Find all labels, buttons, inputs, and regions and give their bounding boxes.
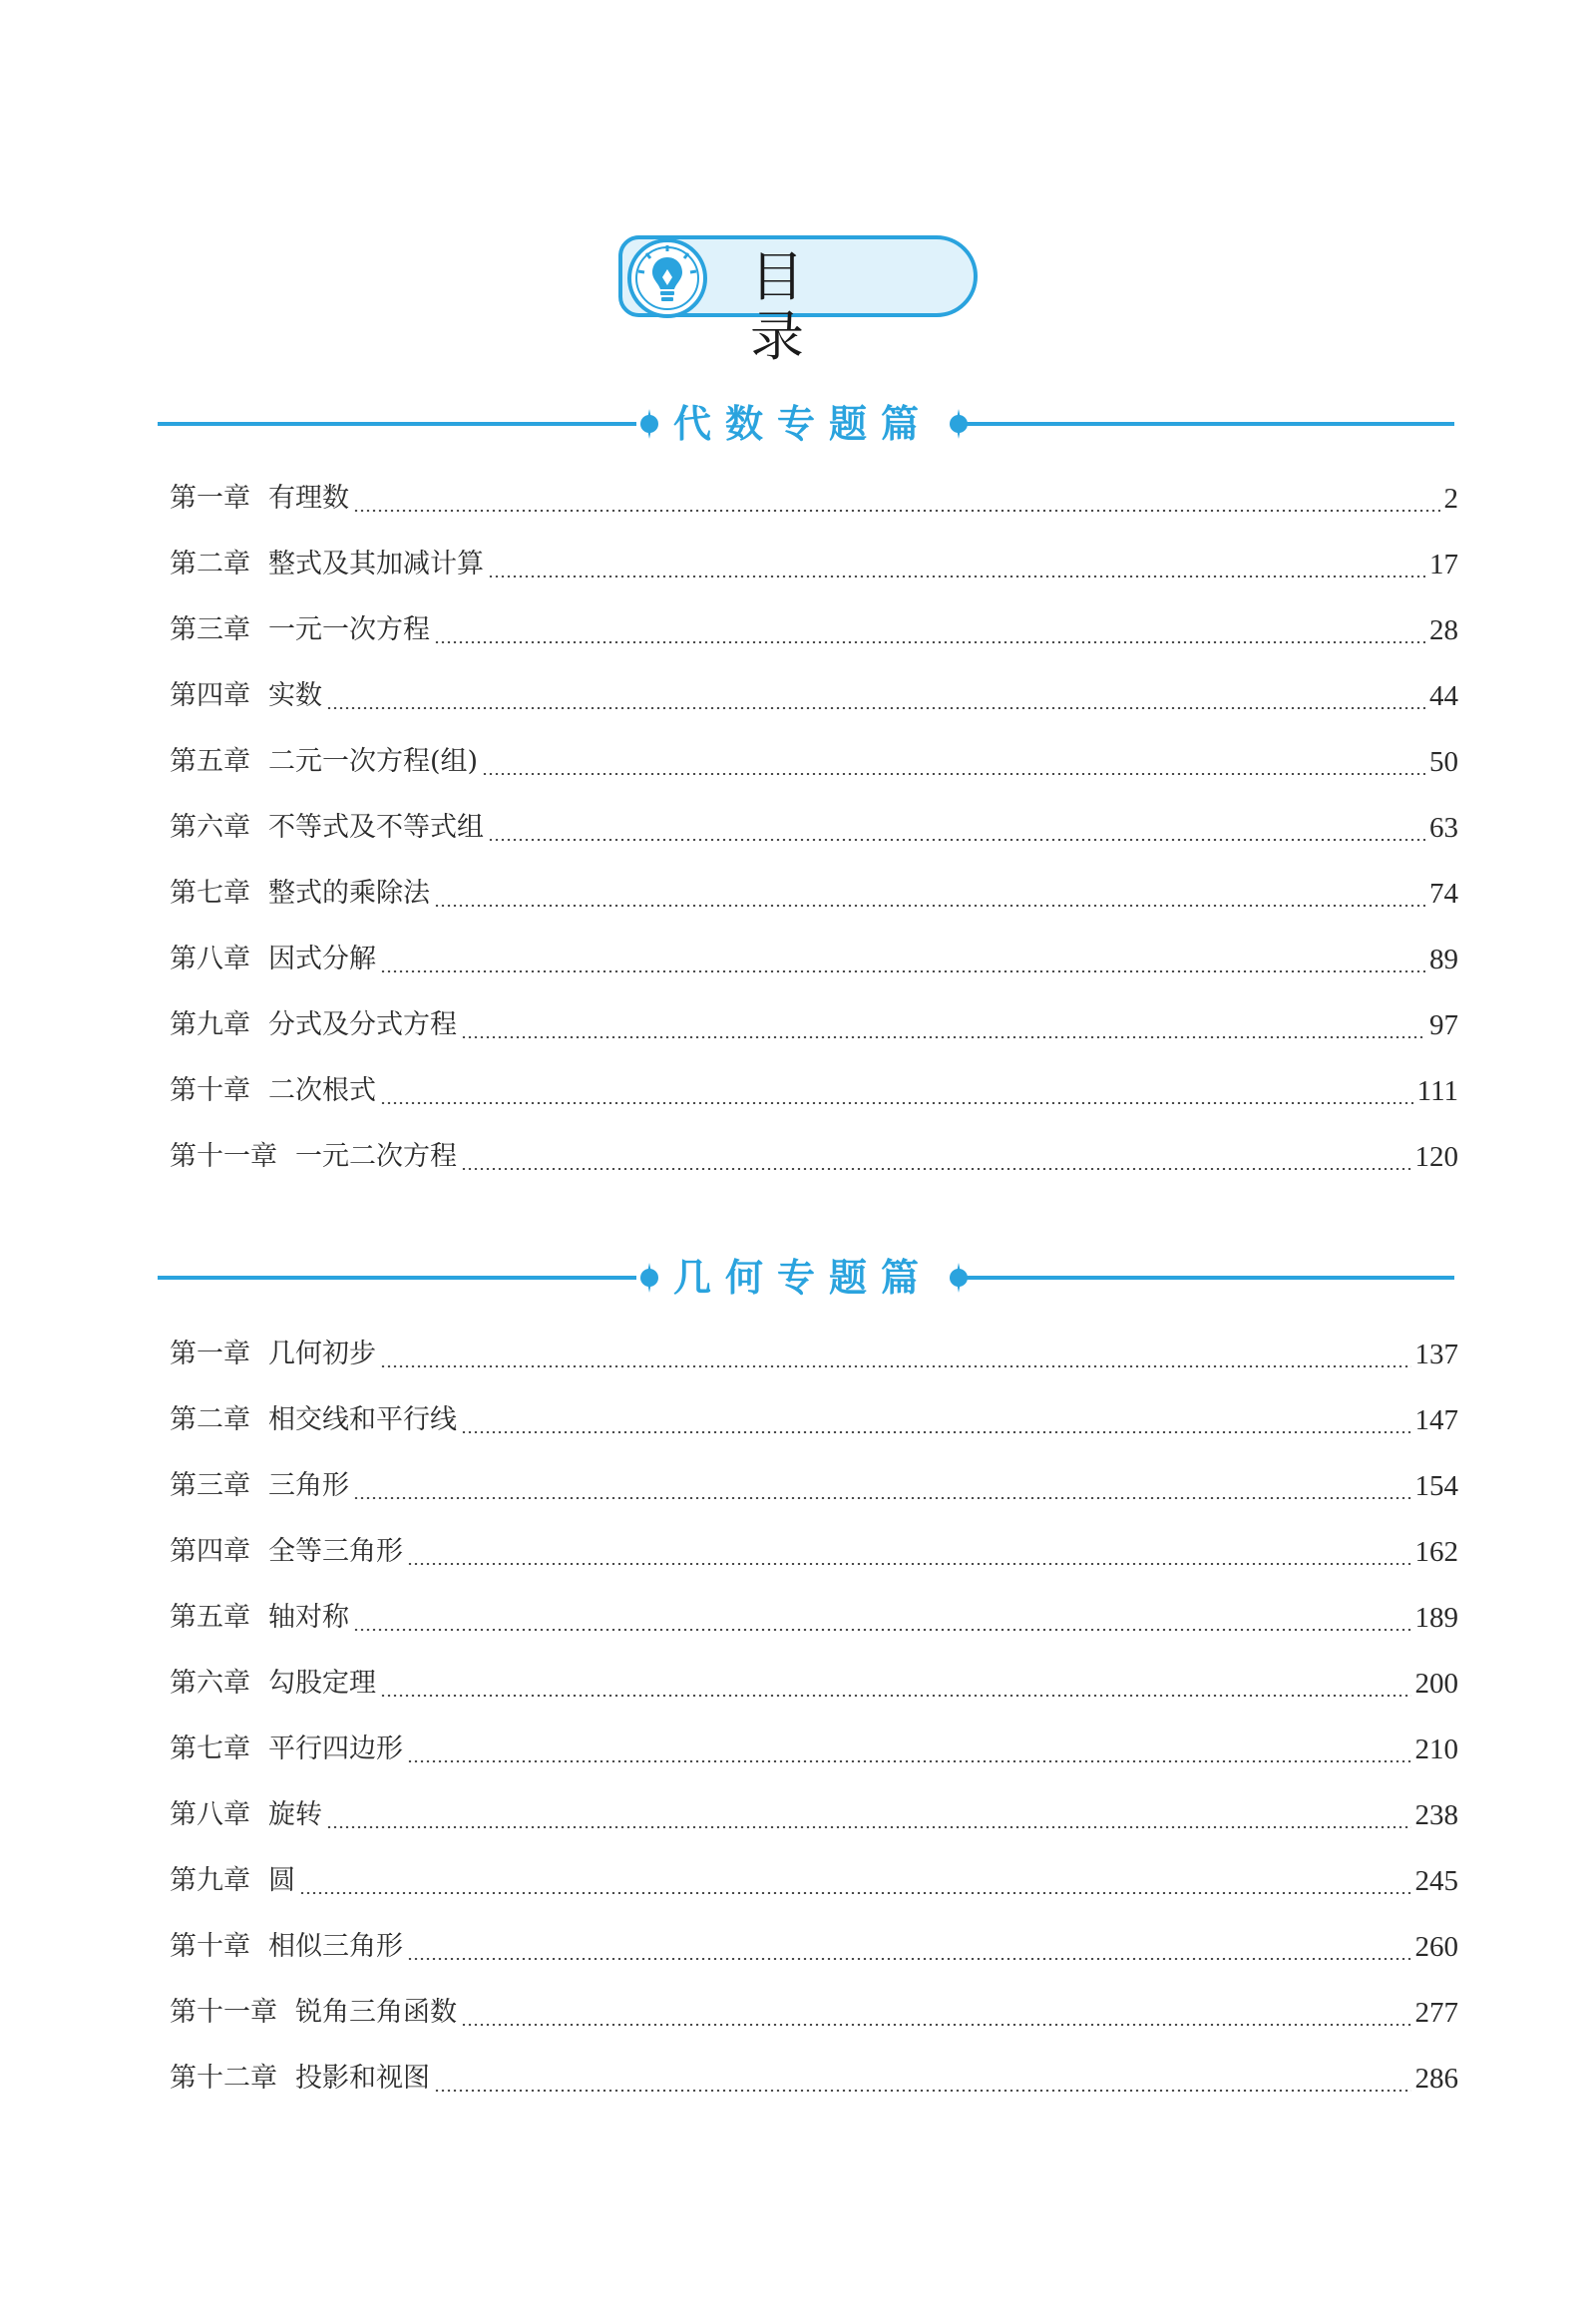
chapter-title: 整式及其加减计算 <box>268 549 484 579</box>
page-number: 120 <box>1414 1141 1458 1173</box>
chapter-number: 第一章 <box>170 1339 250 1369</box>
toc-list-geometry <box>170 1322 1458 2112</box>
dot-leader <box>407 1563 1411 1565</box>
chapter-title: 二次根式 <box>268 1075 376 1106</box>
chapter-title: 分式及分式方程 <box>268 1009 457 1040</box>
chapter-title: 锐角三角函数 <box>295 1997 457 2028</box>
divider-line <box>966 422 1454 426</box>
chapter-title: 旋转 <box>268 1799 322 1830</box>
toc-entry[interactable] <box>170 1717 1458 1782</box>
chapter-number: 第一章 <box>170 483 250 514</box>
page-number: 189 <box>1414 1602 1458 1634</box>
dot-leader <box>488 839 1425 841</box>
toc-title-badge <box>618 235 978 368</box>
page-number: 63 <box>1429 812 1458 844</box>
toc-entry[interactable] <box>170 597 1458 663</box>
page-number: 2 <box>1443 483 1458 515</box>
chapter-number: 第四章 <box>170 1536 250 1567</box>
page-number: 44 <box>1429 680 1458 712</box>
dot-leader <box>434 2090 1411 2092</box>
toc-entry[interactable] <box>170 927 1458 992</box>
chapter-title: 平行四边形 <box>268 1733 403 1764</box>
chapter-number: 第八章 <box>170 1799 250 1830</box>
dot-leader <box>434 905 1425 907</box>
chapter-title: 实数 <box>268 680 322 711</box>
section-label: 几何专题篇 <box>672 1256 933 1300</box>
page-number: 200 <box>1414 1668 1458 1700</box>
chapter-title: 因式分解 <box>268 944 376 974</box>
diamond-dot-icon <box>634 1263 664 1293</box>
chapter-number: 第九章 <box>170 1009 250 1040</box>
toc-entry[interactable] <box>170 1519 1458 1585</box>
chapter-title: 勾股定理 <box>268 1668 376 1699</box>
dot-leader <box>380 1365 1411 1367</box>
chapter-number: 第十章 <box>170 1931 250 1962</box>
chapter-number: 第十一章 <box>170 1141 277 1172</box>
dot-leader <box>353 1629 1411 1631</box>
chapter-title: 相似三角形 <box>268 1931 403 1962</box>
dot-leader <box>299 1892 1411 1894</box>
dot-leader <box>434 641 1425 643</box>
chapter-number: 第八章 <box>170 944 250 974</box>
page-number: 238 <box>1414 1799 1458 1831</box>
chapter-number: 第三章 <box>170 1470 250 1501</box>
toc-entry[interactable] <box>170 466 1458 532</box>
chapter-number: 第七章 <box>170 878 250 909</box>
lightbulb-icon <box>622 233 712 323</box>
chapter-number: 第四章 <box>170 680 250 711</box>
chapter-number: 第二章 <box>170 549 250 579</box>
dot-leader <box>488 576 1425 578</box>
chapter-number: 第九章 <box>170 1865 250 1896</box>
divider-line <box>158 1276 636 1280</box>
chapter-title: 全等三角形 <box>268 1536 403 1567</box>
page-number: 245 <box>1414 1865 1458 1897</box>
divider-line <box>966 1276 1454 1280</box>
toc-entry[interactable] <box>170 1848 1458 1914</box>
toc-entry[interactable] <box>170 1453 1458 1519</box>
toc-entry[interactable] <box>170 729 1458 795</box>
toc-entry[interactable] <box>170 1914 1458 1980</box>
chapter-title: 投影和视图 <box>295 2063 430 2094</box>
page-number: 260 <box>1414 1931 1458 1963</box>
toc-entry[interactable] <box>170 1782 1458 1848</box>
dot-leader <box>407 1958 1411 1960</box>
page-number: 147 <box>1414 1404 1458 1436</box>
dot-leader <box>461 2024 1411 2026</box>
chapter-title: 一元二次方程 <box>295 1141 457 1172</box>
divider-line <box>158 422 636 426</box>
chapter-number: 第十二章 <box>170 2063 277 2094</box>
toc-entry[interactable] <box>170 532 1458 597</box>
dot-leader <box>326 707 1425 709</box>
page-number: 28 <box>1429 614 1458 646</box>
chapter-title: 整式的乘除法 <box>268 878 430 909</box>
diamond-dot-icon <box>634 409 664 439</box>
page-number: 154 <box>1414 1470 1458 1502</box>
section-header-geometry <box>158 1250 1454 1306</box>
toc-entry[interactable] <box>170 1322 1458 1387</box>
toc-entry[interactable] <box>170 861 1458 927</box>
page-title: 目 录 <box>750 245 840 368</box>
chapter-number: 第十章 <box>170 1075 250 1106</box>
page-number: 50 <box>1429 746 1458 778</box>
toc-entry[interactable] <box>170 1651 1458 1717</box>
page-number: 210 <box>1414 1733 1458 1765</box>
chapter-title: 有理数 <box>268 483 349 514</box>
dot-leader <box>482 773 1425 775</box>
toc-entry[interactable] <box>170 1585 1458 1651</box>
page-number: 111 <box>1416 1075 1458 1107</box>
dot-leader <box>380 1102 1413 1104</box>
page-number: 286 <box>1414 2063 1458 2095</box>
chapter-title: 不等式及不等式组 <box>268 812 484 843</box>
dot-leader <box>326 1826 1411 1828</box>
page-number: 162 <box>1414 1536 1458 1568</box>
toc-entry[interactable] <box>170 1980 1458 2046</box>
toc-entry[interactable] <box>170 1124 1458 1190</box>
toc-entry[interactable] <box>170 663 1458 729</box>
dot-leader <box>353 510 1440 512</box>
dot-leader <box>461 1168 1411 1170</box>
dot-leader <box>353 1497 1411 1499</box>
page-number: 74 <box>1429 878 1458 910</box>
dot-leader <box>380 970 1425 972</box>
page-number: 137 <box>1414 1339 1458 1370</box>
chapter-title: 一元一次方程 <box>268 614 430 645</box>
chapter-number: 第二章 <box>170 1404 250 1435</box>
dot-leader <box>407 1760 1411 1762</box>
section-label: 代数专题篇 <box>672 402 933 446</box>
chapter-title: 三角形 <box>268 1470 349 1501</box>
chapter-number: 第七章 <box>170 1733 250 1764</box>
toc-entry[interactable] <box>170 992 1458 1058</box>
chapter-title: 轴对称 <box>268 1602 349 1633</box>
chapter-number: 第六章 <box>170 812 250 843</box>
page-number: 89 <box>1429 944 1458 975</box>
chapter-title: 几何初步 <box>268 1339 376 1369</box>
chapter-title: 圆 <box>268 1865 295 1896</box>
chapter-number: 第三章 <box>170 614 250 645</box>
chapter-title: 相交线和平行线 <box>268 1404 457 1435</box>
toc-entry[interactable] <box>170 1058 1458 1124</box>
chapter-number: 第五章 <box>170 746 250 777</box>
toc-entry[interactable] <box>170 2046 1458 2112</box>
chapter-number: 第六章 <box>170 1668 250 1699</box>
page-number: 277 <box>1414 1997 1458 2029</box>
section-header-algebra <box>158 396 1454 452</box>
dot-leader <box>461 1036 1425 1038</box>
chapter-title: 二元一次方程(组) <box>268 746 479 777</box>
toc-entry[interactable] <box>170 795 1458 861</box>
chapter-number: 第五章 <box>170 1602 250 1633</box>
toc-list-algebra <box>170 466 1458 1190</box>
toc-entry[interactable] <box>170 1387 1458 1453</box>
dot-leader <box>461 1431 1411 1433</box>
chapter-number: 第十一章 <box>170 1997 277 2028</box>
dot-leader <box>380 1695 1411 1697</box>
page-number: 17 <box>1429 549 1458 580</box>
page-number: 97 <box>1429 1009 1458 1041</box>
